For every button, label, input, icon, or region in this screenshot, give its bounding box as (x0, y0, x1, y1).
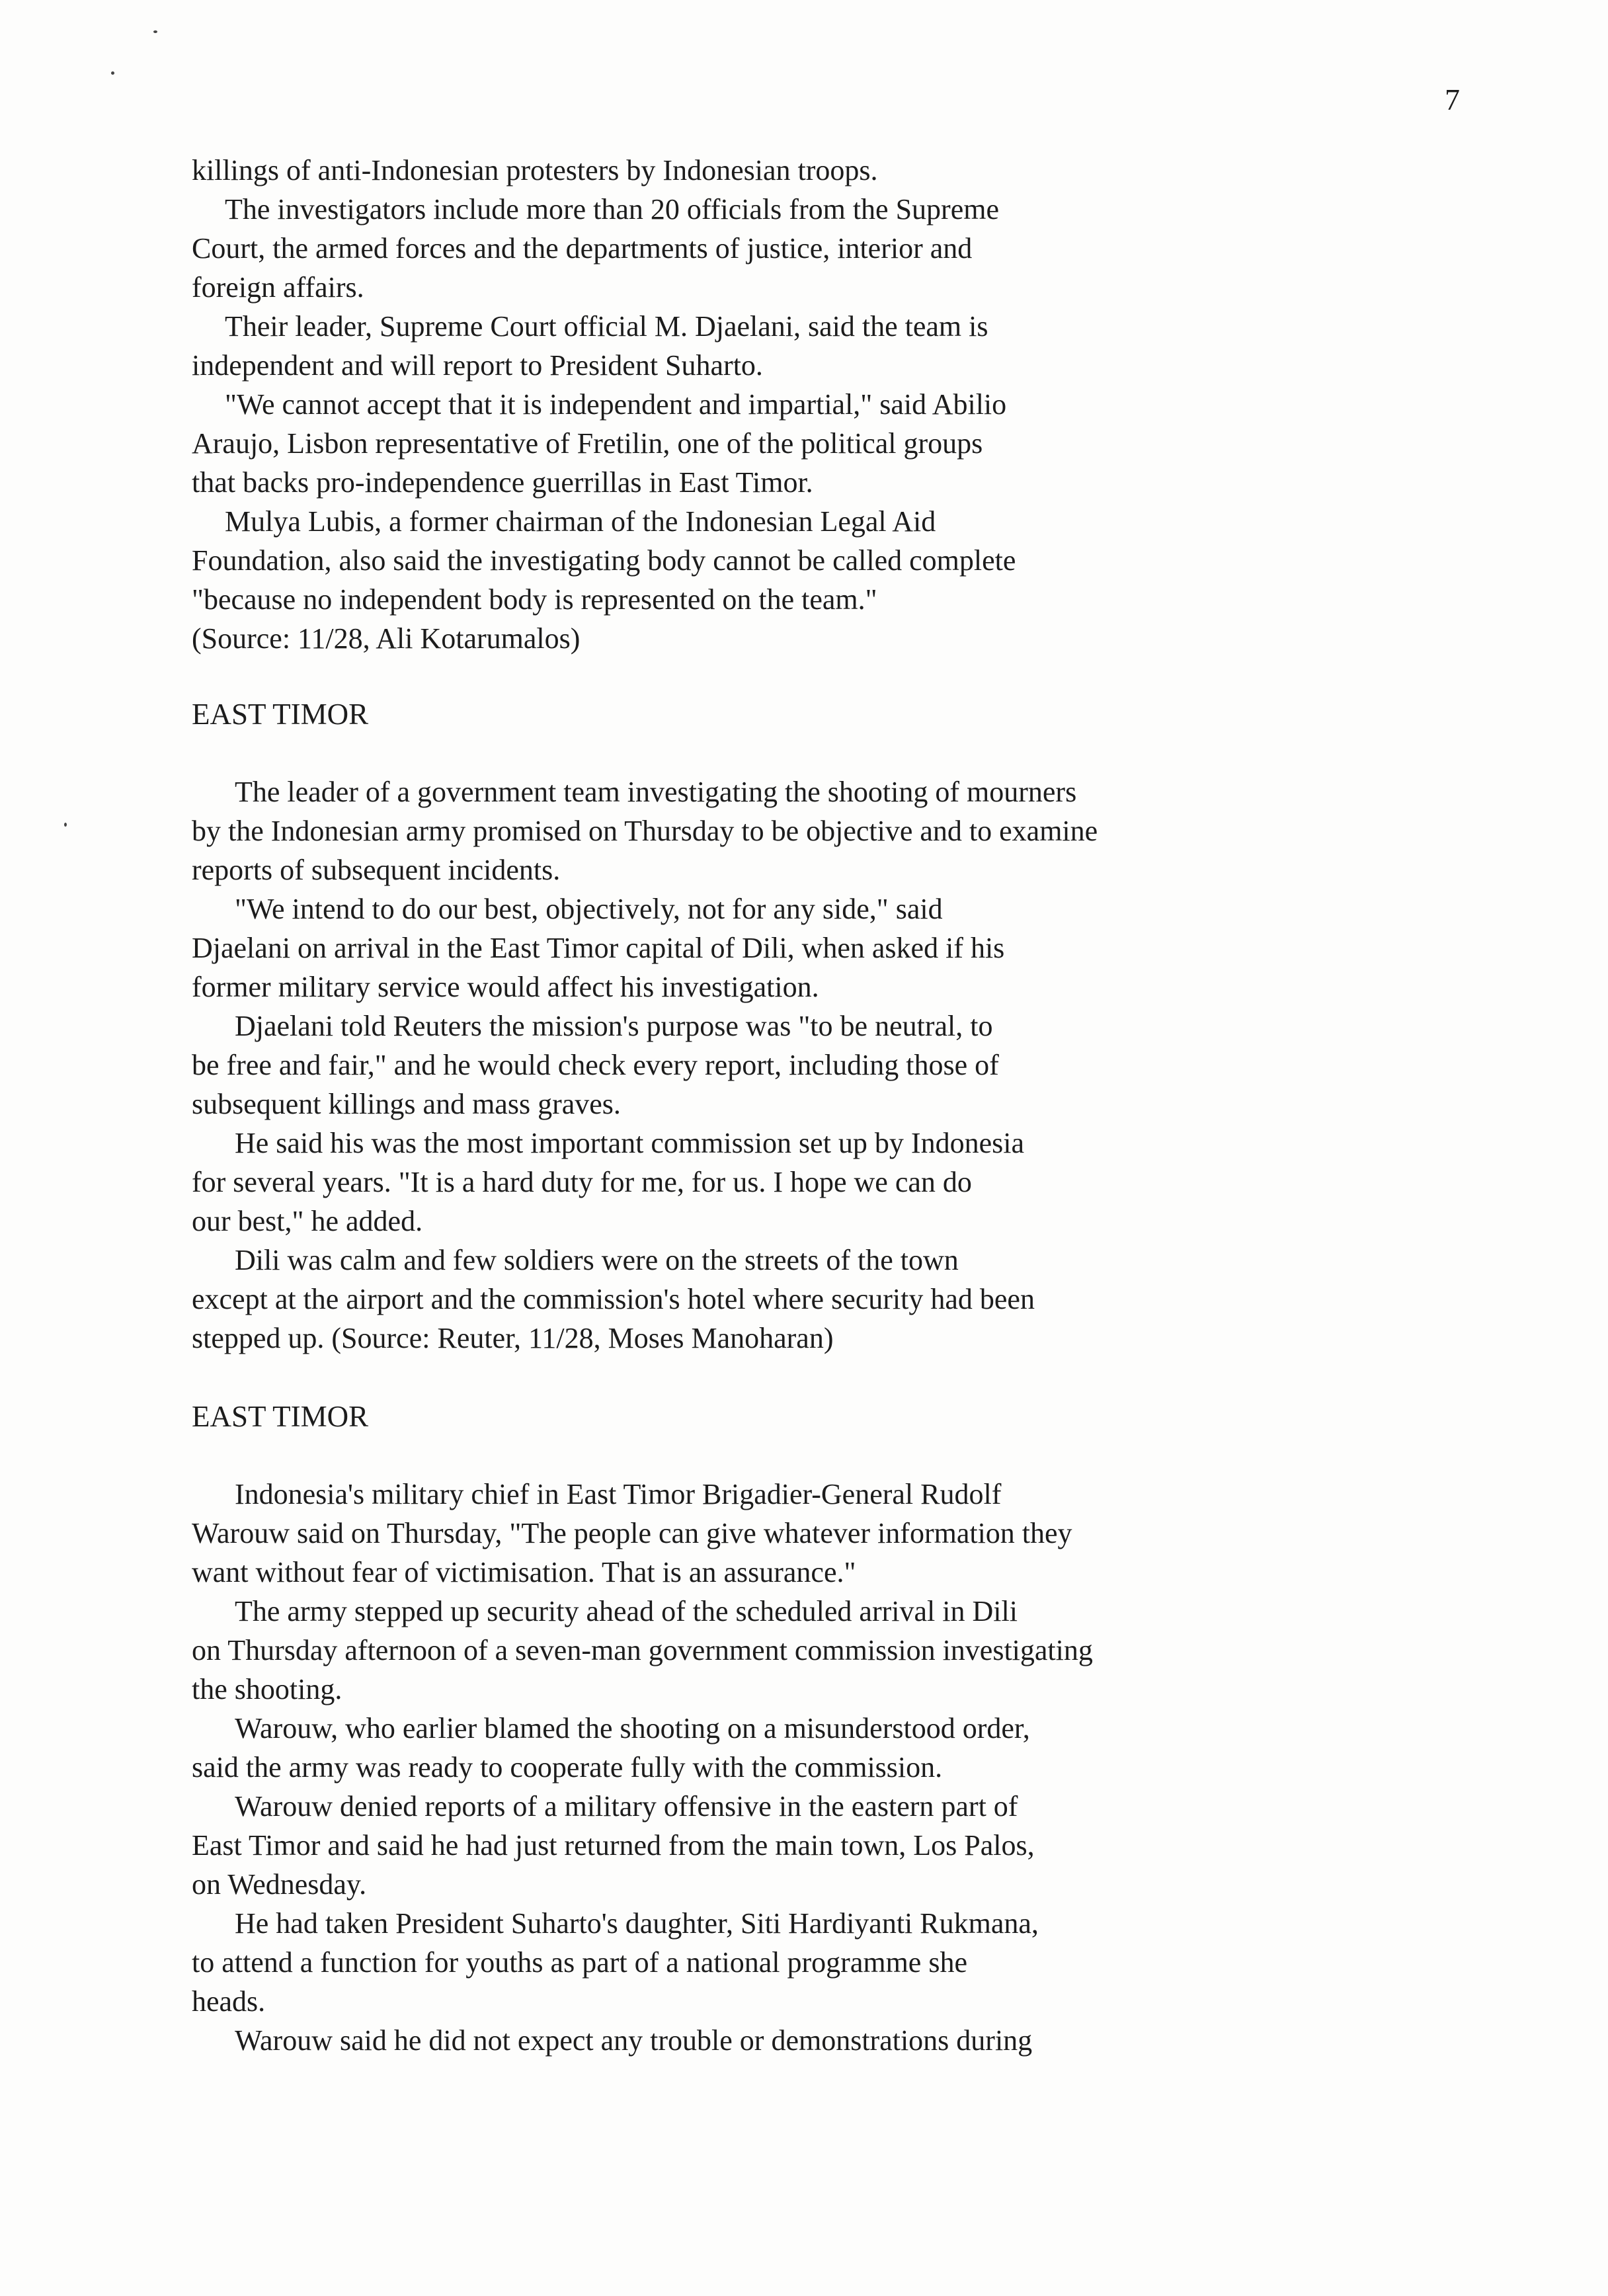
text-line: Warouw, who earlier blamed the shooting on a misunderstood order, (235, 1712, 1030, 1744)
text-line: Araujo, Lisbon representative of Fretilin, one of the political groups (192, 427, 983, 460)
text-line: East Timor and said he had just returned from the main town, Los Palos, (192, 1829, 1035, 1862)
text-line: Warouw denied reports of a military offensive in the eastern part of (235, 1790, 1018, 1823)
section-heading: EAST TIMOR (192, 698, 369, 731)
text-line: Their leader, Supreme Court official M. Djaelani, said the team is (225, 310, 988, 343)
text-line: that backs pro-independence guerrillas in East Timor. (192, 466, 813, 499)
text-line: He said his was the most important commission set up by Indonesia (235, 1127, 1024, 1159)
scan-speck (111, 71, 114, 75)
text-line: (Source: 11/28, Ali Kotarumalos) (192, 622, 581, 655)
text-line: The leader of a government team investigating the shooting of mourners (235, 776, 1077, 808)
text-line: stepped up. (Source: Reuter, 11/28, Moses Manoharan) (192, 1322, 834, 1354)
text-line: reports of subsequent incidents. (192, 854, 561, 886)
text-line: except at the airport and the commission's hotel where security had been (192, 1283, 1035, 1315)
text-line: for several years. "It is a hard duty for me, for us. I hope we can do (192, 1166, 972, 1198)
text-line: heads. (192, 1985, 266, 2018)
text-line: Mulya Lubis, a former chairman of the Indonesian Legal Aid (225, 505, 936, 538)
text-line: foreign affairs. (192, 271, 364, 304)
text-line: He had taken President Suharto's daughter, Siti Hardiyanti Rukmana, (235, 1907, 1039, 1940)
text-line: subsequent killings and mass graves. (192, 1088, 621, 1120)
page-number: 7 (1445, 83, 1460, 116)
text-line: "because no independent body is represented on the team." (192, 583, 877, 616)
text-line: Djaelani on arrival in the East Timor capital of Dili, when asked if his (192, 932, 1005, 964)
text-line: Court, the armed forces and the departments of justice, interior and (192, 232, 973, 265)
text-line: former military service would affect his investigation. (192, 971, 819, 1003)
text-line: "We cannot accept that it is independent and impartial," said Abilio (225, 388, 1007, 421)
text-line: Indonesia's military chief in East Timor Brigadier-General Rudolf (235, 1478, 1002, 1510)
section-heading: EAST TIMOR (192, 1400, 369, 1433)
text-line: Djaelani told Reuters the mission's purpose was "to be neutral, to (235, 1010, 993, 1042)
text-line: independent and will report to President Suharto. (192, 349, 763, 382)
text-line: Warouw said he did not expect any trouble or demonstrations during (235, 2024, 1033, 2057)
text-line: on Thursday afternoon of a seven-man government commission investigating (192, 1634, 1093, 1666)
text-line: Foundation, also said the investigating body cannot be called complete (192, 544, 1016, 577)
text-line: the shooting. (192, 1673, 342, 1705)
text-line: by the Indonesian army promised on Thursday to be objective and to examine (192, 815, 1098, 847)
scan-speck (64, 823, 67, 827)
text-line: said the army was ready to cooperate fully with the commission. (192, 1751, 943, 1784)
text-line: killings of anti-Indonesian protesters by Indonesian troops. (192, 154, 878, 186)
text-line: The army stepped up security ahead of the scheduled arrival in Dili (235, 1595, 1018, 1627)
scan-speck (153, 30, 157, 33)
text-line: Dili was calm and few soldiers were on the streets of the town (235, 1244, 959, 1276)
text-line: on Wednesday. (192, 1868, 367, 1901)
text-line: "We intend to do our best, objectively, not for any side," said (235, 893, 943, 925)
text-line: want without fear of victimisation. That is an assurance." (192, 1556, 856, 1588)
text-line: our best," he added. (192, 1205, 423, 1237)
text-line: to attend a function for youths as part of a national programme she (192, 1946, 967, 1979)
text-line: Warouw said on Thursday, "The people can give whatever information they (192, 1517, 1072, 1549)
text-line: be free and fair," and he would check every report, including those of (192, 1049, 999, 1081)
text-line: The investigators include more than 20 officials from the Supreme (225, 193, 999, 226)
